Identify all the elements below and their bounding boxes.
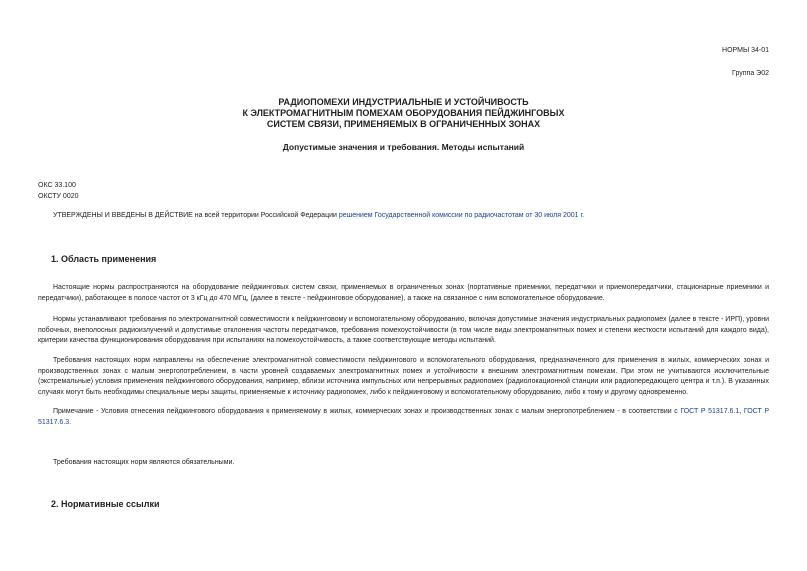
note-separator: , <box>739 408 744 415</box>
section-1-paragraph-3: Требования настоящих норм направлены на обеспечение электромагнитной совместимости пейджингового и вспомогательного оборудования, предназначенного для применения в жилых, коммерческих зонах и производственных зонах с малым энергопотреблением, в части уровней создаваемых электромагнитных помех и устойчивости к внешним электромагнитным помехам. При этом не учитываются исключительные (экстремальные) условия применения пейджингового оборудования, например, вблизи источника импульсных или непрерывных радиопомех (радиолокационной станции или радиопередающего центра и т.п.). В указанных случаях могут быть необходимы специальные меры защиты, применяемые к источнику радиопомех, либо к пейджинговому и вспомогательному оборудованию, либо к тому и другому одновременно. <box>38 357 769 396</box>
section-1-note <box>38 407 769 428</box>
approval-text: на всей территории Российской Федерации <box>192 212 339 219</box>
section-1-paragraph-2: Нормы устанавливают требования по электромагнитной совместимости к пейджинговому и вспомогательному оборудованию, включая допустимые значения индустриальных радиопомех (далее в тексте - ИРП), уровни побочных, внеполосных радиоизлучений и допустимые отклонения частоты передатчиков, требования помехоустойчивости (в том числе виды электромагнитных помех и степени жесткости испытаний для каждого вида), критерии качества функционирования оборудования при испытаниях на помехоустойчивость, а также соответствующие методы испытаний. <box>38 316 769 345</box>
section-1-paragraph-1: Настоящие нормы распространяются на оборудование пейджинговых систем связи, применяемых в ограниченных зонах (портативные приемники, передатчики и приемопередатчики, стационарные приемники и передатчики), работающее в полосе частот от 3 кГц до 470 МГц, (далее в тексте - пейджинговое оборудование), а также на связанное с ним вспомогательное оборудование. <box>38 284 769 302</box>
title-line-2: К ЭЛЕКТРОМАГНИТНЫМ ПОМЕХАМ ОБОРУДОВАНИЯ ПЕЙДЖИНГОВЫХ <box>242 108 565 118</box>
approval-decision-link[interactable]: решением Государственной комиссии по радиочастотам от 30 июля 2001 г. <box>338 212 585 219</box>
approval-line <box>53 211 584 221</box>
gost-51317-6-3-link[interactable]: ГОСТ Р 51317.6.3 <box>38 408 770 426</box>
note-text: Примечание - Условия отнесения пейджингового оборудования к применяемому в жилых, коммерческих зонах и производственных зонах с малым энергопотреблением - в соответствии с <box>53 408 681 415</box>
okstu-code: ОКСТУ 0020 <box>38 193 79 200</box>
group-code: Группа Э02 <box>732 70 769 77</box>
document-subtitle: Допустимые значения и требования. Методы испытаний <box>282 142 525 152</box>
section-1-heading: 1. Область применения <box>51 254 157 264</box>
section-2-heading: 2. Нормативные ссылки <box>51 499 160 509</box>
gost-51317-6-1-link[interactable]: ГОСТ Р 51317.6.1 <box>680 408 740 415</box>
document-title <box>160 97 647 130</box>
section-1-paragraph-4: Требования настоящих норм являются обязательными. <box>53 459 235 466</box>
approval-caps: УТВЕРЖДЕНЫ И ВВЕДЕНЫ В ДЕЙСТВИЕ <box>53 212 193 219</box>
title-line-1: РАДИОПОМЕХИ ИНДУСТРИАЛЬНЫЕ И УСТОЙЧИВОСТЬ <box>278 97 529 107</box>
note-end: . <box>69 418 72 426</box>
title-line-3: СИСТЕМ СВЯЗИ, ПРИМЕНЯЕМЫХ В ОГРАНИЧЕННЫХ ЗОНАХ <box>266 119 541 129</box>
oks-code: ОКС 33.100 <box>38 182 76 189</box>
doc-code: НОРМЫ 34-01 <box>722 47 769 54</box>
